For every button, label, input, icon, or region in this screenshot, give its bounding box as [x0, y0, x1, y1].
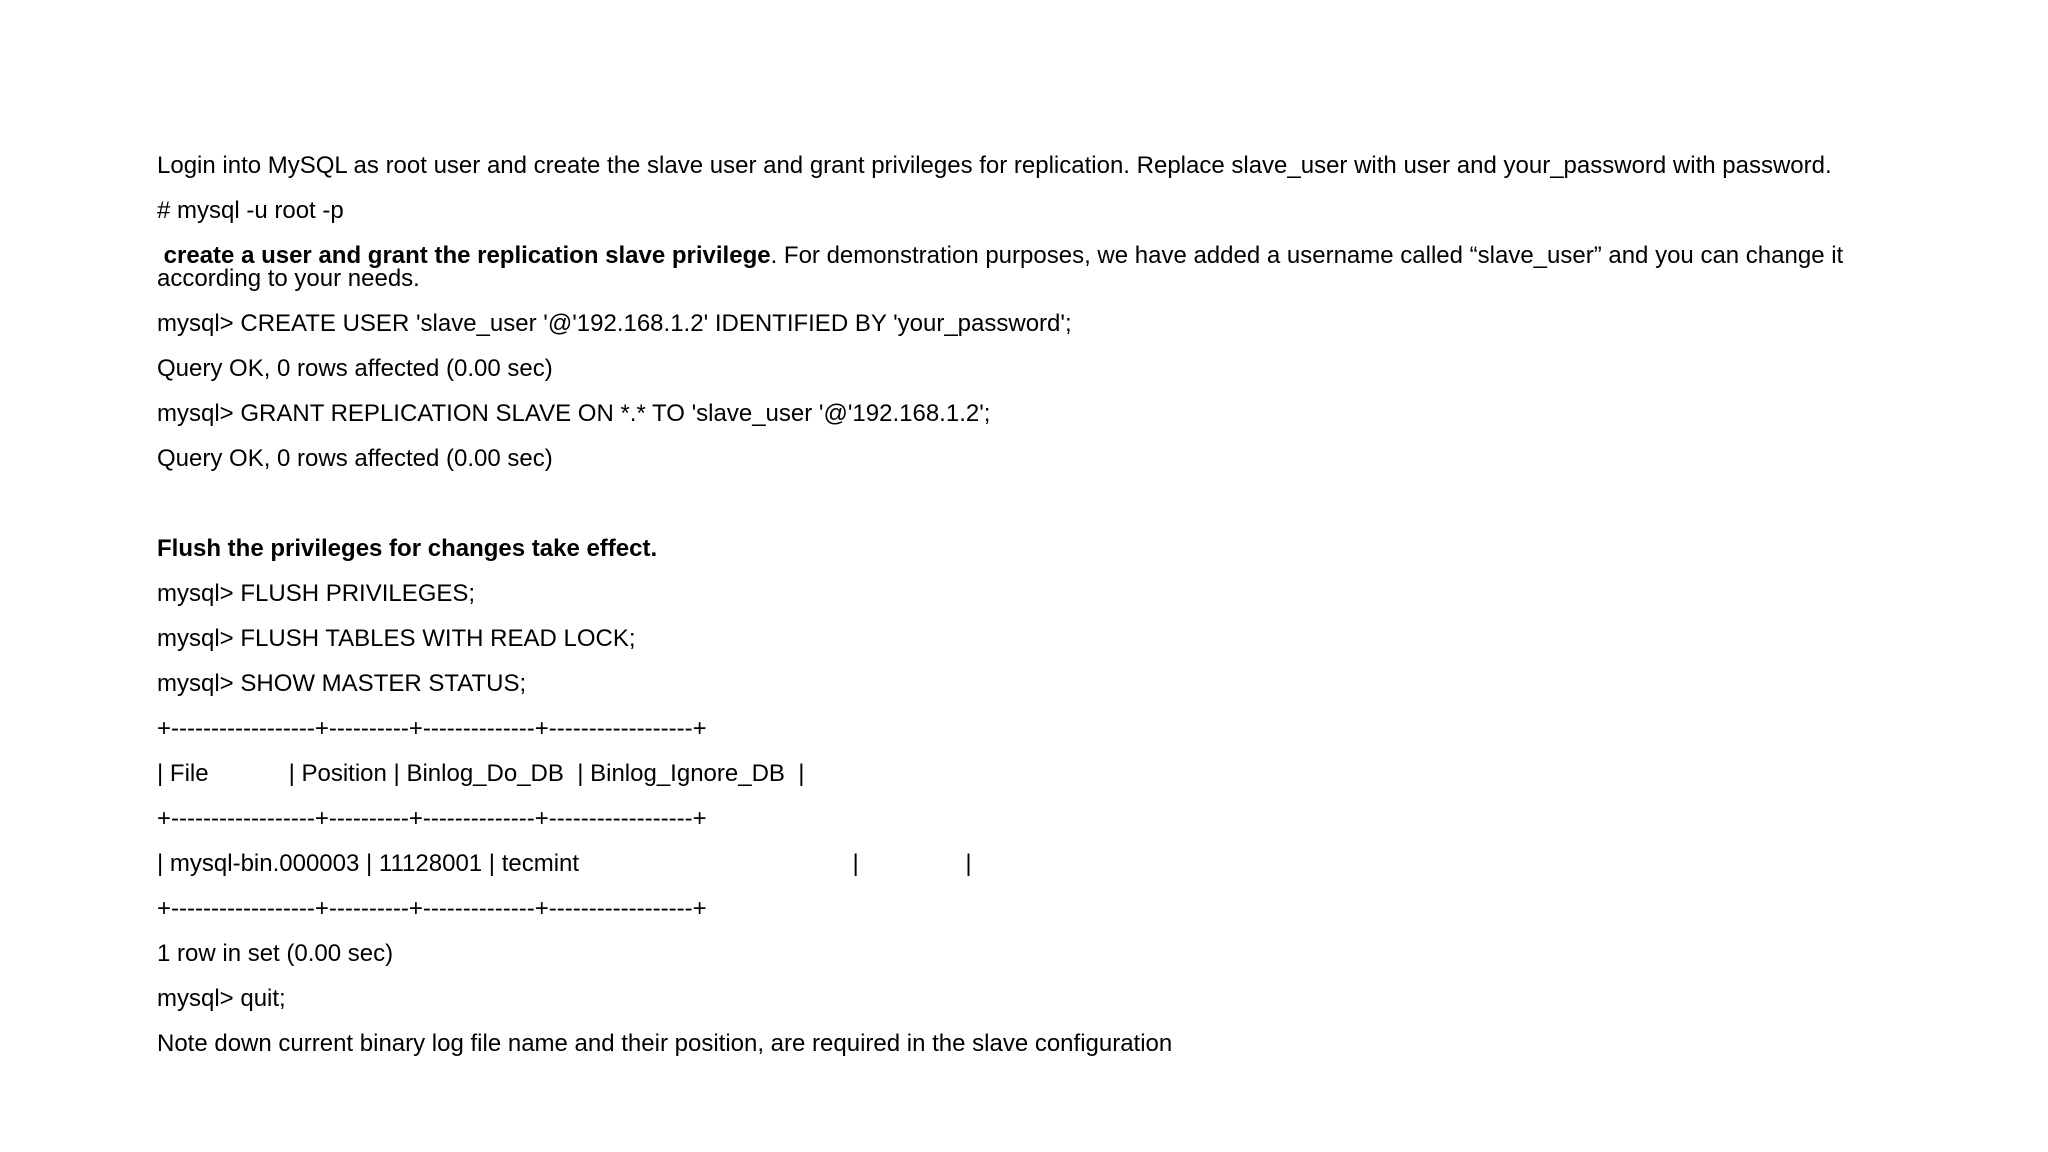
table-border: +------------------+----------+--------------+------------------+ [157, 895, 707, 922]
table-header: | File | Position | Binlog_Do_DB | Binlog_Ignore_DB | [157, 760, 805, 787]
flush-privileges-command: mysql> FLUSH PRIVILEGES; [157, 580, 476, 607]
grant-command: mysql> GRANT REPLICATION SLAVE ON *.* TO 'slave_user '@'192.168.1.2'; [157, 400, 991, 427]
query-ok-line: Query OK, 0 rows affected (0.00 sec) [157, 445, 553, 472]
note-line: Note down current binary log file name and their position, are required in the slave configuration [157, 1030, 1173, 1057]
show-master-status-command: mysql> SHOW MASTER STATUS; [157, 670, 527, 697]
row-count-line: 1 row in set (0.00 sec) [157, 940, 394, 967]
create-user-command: mysql> CREATE USER 'slave_user '@'192.168.1.2' IDENTIFIED BY 'your_password'; [157, 310, 1072, 337]
intro-paragraph: Login into MySQL as root user and create the slave user and grant privileges for replication. Replace slave_user with user and your_password with password. [157, 152, 1832, 179]
blank-line [157, 492, 1897, 537]
create-user-paragraph [157, 244, 1897, 290]
quit-command: mysql> quit; [157, 985, 286, 1012]
query-ok-line: Query OK, 0 rows affected (0.00 sec) [157, 355, 553, 382]
create-user-heading: create a user and grant the replication slave privilege [157, 242, 771, 269]
table-border: +------------------+----------+--------------+------------------+ [157, 805, 707, 832]
table-border: +------------------+----------+--------------+------------------+ [157, 715, 707, 742]
document-body [157, 154, 1897, 1077]
flush-tables-command: mysql> FLUSH TABLES WITH READ LOCK; [157, 625, 636, 652]
flush-heading: Flush the privileges for changes take effect. [157, 535, 658, 562]
login-command: # mysql -u root -p [157, 197, 344, 224]
create-user-description: . For demonstration purposes, we have added a username called “slave_user” and you can change it according to your needs. [157, 242, 1850, 292]
table-row: | mysql-bin.000003 | 11128001 | tecmint | | [157, 850, 972, 877]
